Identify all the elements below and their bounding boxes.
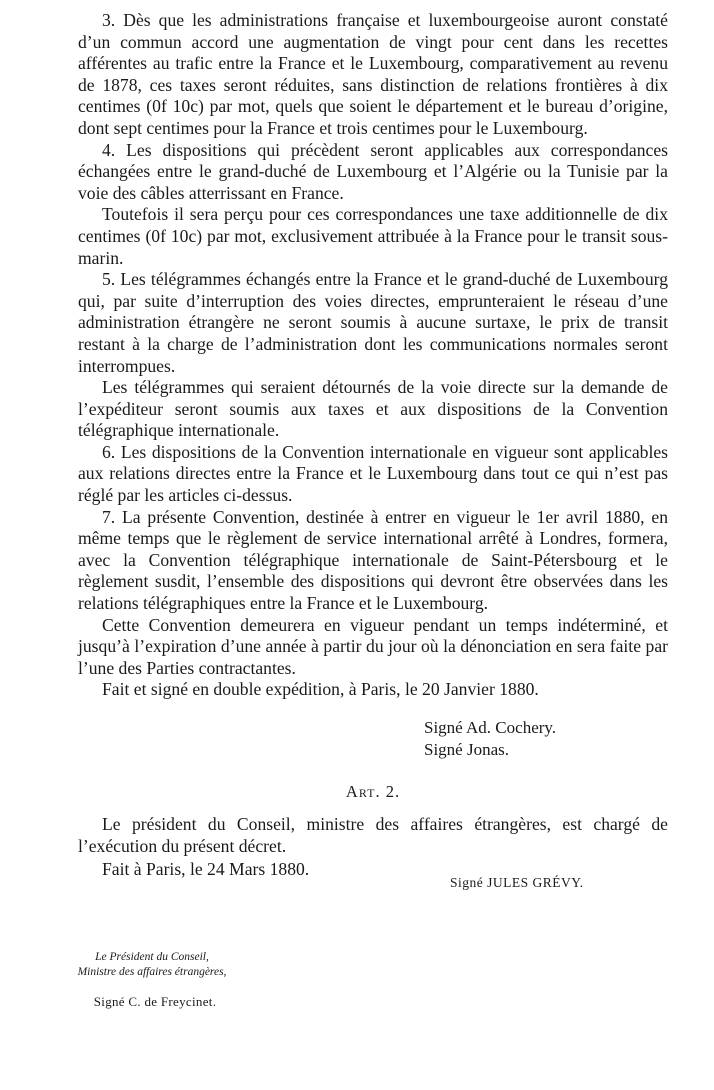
signature-freycinet: Signé C. de Freycinet. [93,994,217,1009]
signature-cochery: Signé Ad. Cochery. [424,718,557,737]
article-2-heading: Art. 2. [345,782,401,801]
document-page [78,10,668,891]
minister-title [32,950,272,980]
signature-jonas: Signé Jonas. [424,739,509,759]
decree-date: Fait à Paris, le 24 Mars 1880. [102,859,310,880]
article-2-text: Le président du Conseil, ministre des affaires étrangères, est chargé de l’exécution du présent décret. [78,814,668,856]
paragraph-duree-convention: Cette Convention demeurera en vigueur pendant un temps indéterminé, et jusqu’à l’expiration d’une année à partir du jour où la dénonciation en sera faite par l’une des Parties contractantes. [78,614,668,678]
decree-date-row [78,859,668,891]
signature-grevy: Signé JULES GRÉVY. [450,875,584,891]
paragraph-article-7: 7. La présente Convention, destinée à entrer en vigueur le 1er avril 1880, en même temps que le règlement de service international arrêté à Londres, formera, avec la Convention télégraphique internationale de Saint-Pétersbourg et le règlement susdit, l’ensemble des dispositions qui devront être observées dans les relations télégraphiques entre la France et le Luxembourg. [78,506,668,614]
fait-et-signe-line: Fait et signé en double expédition, à Paris, le 20 Janvier 1880. [102,679,539,700]
paragraph-toutefois: Toutefois il sera perçu pour ces correspondances une taxe additionnelle de dix centimes (0f 10c) par mot, exclusivement attribuée à la France pour le transit sous-marin. [78,204,668,268]
paragraph-article-3: 3. Dès que les administrations française et luxembourgeoise auront constaté d’un commun accord une augmentation de vingt pour cent dans les recettes afférentes au trafic entre la France et le Luxembourg, comparativement au revenu de 1878, ces taxes seront réduites, sans distinction de relations frontières à dix centimes (0f 10c) par mot, quels que soient le département et le bureau d’origine, dont sept centimes pour la France et trois centimes pour le Luxembourg. [78,10,668,138]
paragraph-telegrammes-detournes: Les télégrammes qui seraient détournés de la voie directe sur la demande de l’expéditeur seront soumis aux taxes et aux dispositions de la Convention télégraphique internationale. [78,377,668,441]
paragraph-article-5: 5. Les télégrammes échangés entre la France et le grand-duché de Luxembourg qui, par suite d’interruption des voies directes, emprunteraient le réseau d’une administration étrangère ne seront soumis à aucune surtaxe, le prix de transit restant à la charge de l’administration dont les communications normales seront interrompues. [78,269,668,376]
paragraph-article-4: 4. Les dispositions qui précèdent seront applicables aux correspondances échangées entre le grand-duché de Luxembourg et l’Algérie ou la Tunisie par la voie des câbles atterrissant en France. [78,139,668,203]
minister-title-line-1: Le Président du Conseil, [95,951,209,963]
paragraph-article-6: 6. Les dispositions de la Convention internationale en vigueur sont applicables aux relations directes entre la France et le Luxembourg dans tout ce qui n’est pas réglé par les articles ci-dessus. [78,441,668,506]
minister-title-line-2: Ministre des affaires étrangères, [77,966,227,978]
convention-signatures [424,717,668,760]
